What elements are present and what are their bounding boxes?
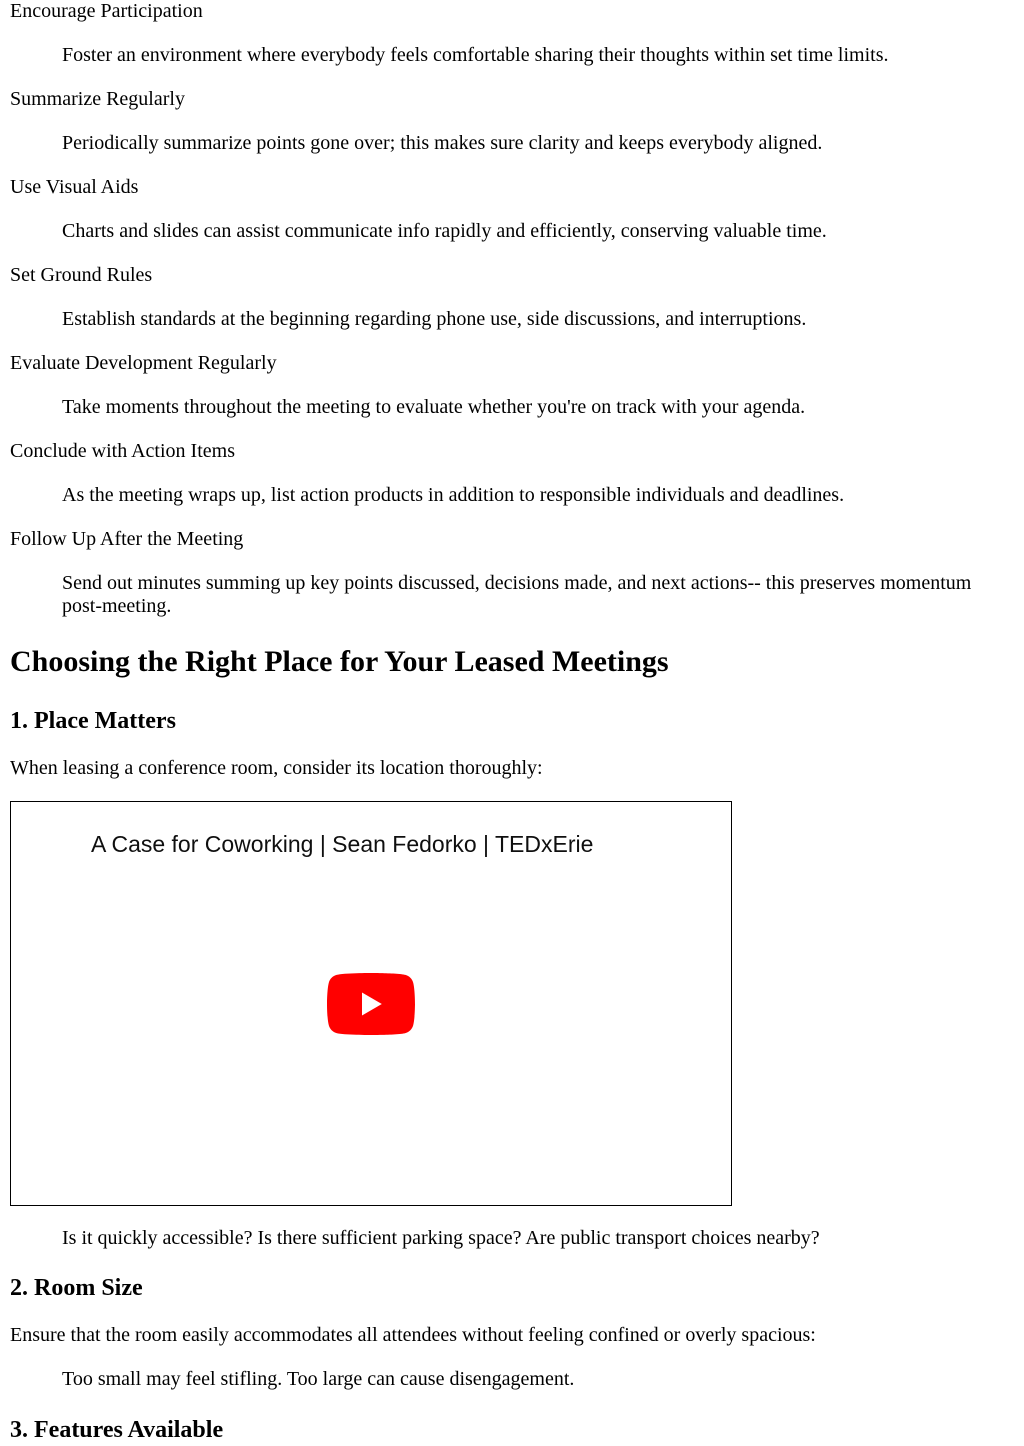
tip-term: Evaluate Development Regularly — [10, 352, 277, 374]
tip-description: Periodically summarize points gone over; this makes sure clarity and keeps everybody aligned. — [62, 132, 823, 154]
place-heading: 1. Place Matters — [10, 708, 176, 734]
video-title[interactable]: A Case for Coworking | Sean Fedorko | TEDxErie — [91, 831, 594, 857]
youtube-play-icon[interactable] — [327, 973, 415, 1035]
tip-description: Charts and slides can assist communicate info rapidly and efficiently, conserving valuable time. — [62, 220, 827, 242]
tip-description: Send out minutes summing up key points discussed, decisions made, and next actions-- this preserves momentum post-meeting. — [62, 572, 972, 617]
tip-term: Conclude with Action Items — [10, 440, 235, 462]
tips-list — [10, 0, 1014, 618]
features-heading: 3. Features Available — [10, 1417, 224, 1443]
tip-term: Set Ground Rules — [10, 264, 153, 286]
tip-term: Encourage Participation — [10, 0, 203, 22]
tip-description: As the meeting wraps up, list action products in addition to responsible individuals and deadlines. — [62, 484, 845, 506]
tip-term: Summarize Regularly — [10, 88, 185, 110]
section-title: Choosing the Right Place for Your Leased Meetings — [10, 645, 669, 678]
article-body — [10, 0, 1014, 1444]
size-note: Too small may feel stifling. Too large can cause disengagement. — [62, 1368, 575, 1390]
youtube-embed[interactable] — [10, 801, 732, 1206]
size-intro: Ensure that the room easily accommodates all attendees without feeling confined or overly spacious: — [10, 1324, 816, 1346]
tip-description: Take moments throughout the meeting to evaluate whether you're on track with your agenda. — [62, 396, 806, 418]
tip-description: Foster an environment where everybody feels comfortable sharing their thoughts within set time limits. — [62, 44, 889, 66]
tip-term: Follow Up After the Meeting — [10, 528, 244, 550]
place-note: Is it quickly accessible? Is there sufficient parking space? Are public transport choices nearby? — [62, 1227, 820, 1249]
tip-term: Use Visual Aids — [10, 176, 139, 198]
place-intro: When leasing a conference room, consider its location thoroughly: — [10, 757, 543, 779]
tip-description: Establish standards at the beginning regarding phone use, side discussions, and interruptions. — [62, 308, 807, 330]
size-heading: 2. Room Size — [10, 1275, 143, 1301]
